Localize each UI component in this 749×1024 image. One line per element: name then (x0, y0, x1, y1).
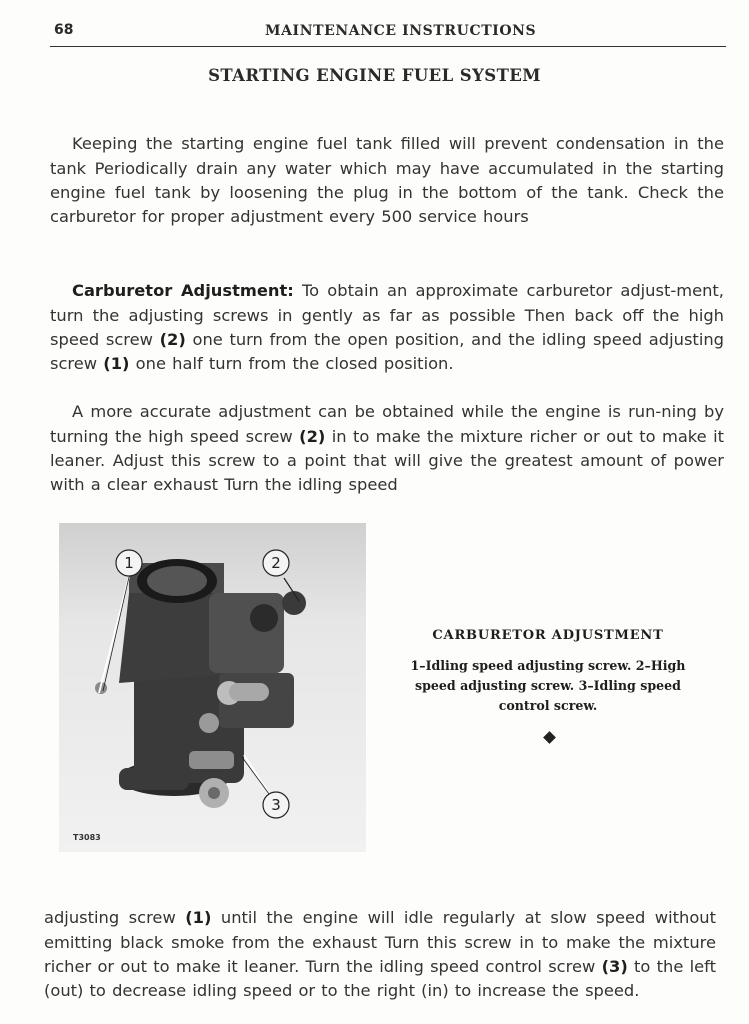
screw-reference-2: (2) (299, 426, 326, 446)
screw-reference-2: (2) (159, 329, 186, 349)
paragraph-intro-text: Keeping the starting engine fuel tank filled will prevent condensation in the tank Periodically drain any water which may have accumulated in the starting engine fuel tank by loosening the plug in the bottom of the tank. Check the carburetor for proper adjustment every 500 service hours (50, 134, 724, 227)
paragraph-carburetor-adjustment (50, 279, 724, 376)
carburetor-adjustment-heading: Carburetor Adjustment: (72, 281, 294, 301)
carburetor-photo (59, 523, 366, 852)
paragraph-text: until the engine will idle regularly at slow speed without emitting black smoke from the exhaust Turn this screw in to make the mixture richer or out to make it leaner. Turn the idling speed control screw (44, 908, 716, 976)
paragraph-text: to the left (out) to decrease idling speed or to the right (in) to increase the speed. (44, 956, 716, 1001)
caption-text: 1–Idling speed adjusting screw. 2–High speed adjusting screw. 3–Idling speed control screw. (410, 658, 686, 713)
paragraph-text: one half turn from the closed position. (129, 354, 454, 374)
screw-reference-1: (1) (103, 354, 130, 374)
callout-3: 3 (271, 796, 281, 814)
callout-labels (59, 523, 366, 852)
callout-2: 2 (271, 554, 281, 572)
running-title: MAINTENANCE INSTRUCTIONS (265, 23, 537, 39)
figure-code: T3083 (73, 833, 101, 842)
screw-reference-3: (3) (601, 956, 628, 976)
diamond-ornament (543, 731, 556, 744)
paragraph-text: adjusting screw (44, 908, 186, 928)
caption-title: CARBURETOR ADJUSTMENT (432, 628, 664, 643)
paragraph-intro (50, 132, 724, 229)
page-number: 68 (54, 22, 74, 38)
paragraph-text: To obtain an approximate carburetor adjust-ment, turn the adjusting screws in gently as far as possible Then back off the high speed screw (50, 281, 724, 349)
paragraph-accurate-adjustment (50, 400, 724, 497)
paragraph-text: in to make the mixture richer or out to make it leaner. Adjust this screw to a point that will give the greatest amount of power with a clear exhaust Turn the idling speed (50, 426, 724, 495)
paragraph-text: one turn from the open position, and the idling speed adjusting screw (50, 329, 724, 374)
callout-1: 1 (124, 554, 134, 572)
paragraph-text: A more accurate adjustment can be obtained while the engine is run-ning by turning the high speed screw (50, 402, 724, 446)
screw-reference-1: (1) (185, 908, 212, 928)
figure-caption (392, 628, 704, 716)
paragraph-idling-adjustment (44, 906, 716, 1003)
section-title: STARTING ENGINE FUEL SYSTEM (208, 66, 541, 85)
page-header (50, 20, 726, 47)
